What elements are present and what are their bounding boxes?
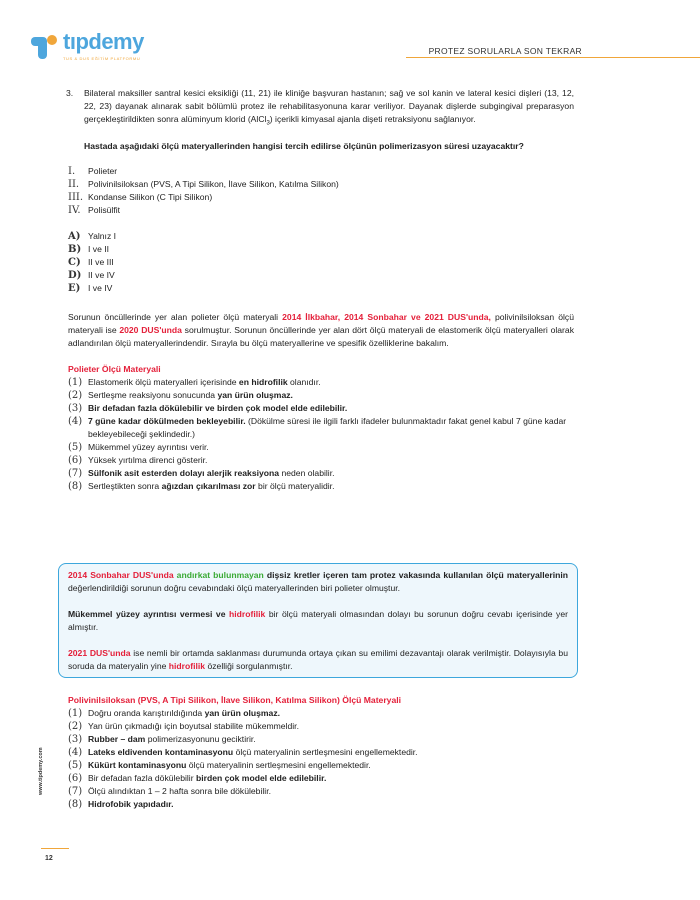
answer-option-d[interactable]	[68, 269, 574, 282]
pvs-item	[68, 785, 574, 798]
polieter-item	[68, 454, 574, 467]
footer-divider	[41, 848, 69, 849]
item-number: (4)	[68, 416, 83, 427]
info-text: değerlendirildiği sorunun doğru cevabındaki ölçü materyallerinden biri polieter olmuştur.	[68, 583, 401, 593]
item-number: (5)	[68, 442, 83, 453]
item-bold: yan ürün oluşmaz.	[217, 390, 293, 400]
item-bold: yan ürün oluşmaz.	[204, 708, 281, 718]
premise-text: Polisülfit	[88, 205, 120, 215]
explanation-text: polivinilsiloksan ölçü materyali ise	[68, 312, 575, 335]
polieter-item	[68, 389, 574, 402]
item-bold: ağızdan çıkarılması zor	[161, 481, 256, 491]
page-content	[68, 87, 574, 493]
item-number: (2)	[68, 390, 83, 401]
option-text: I ve II	[88, 244, 110, 254]
stem-subscript: 3	[266, 120, 270, 127]
info-paragraph-1	[68, 569, 568, 595]
premise-number: IV.	[68, 205, 81, 216]
info-green-highlight: andırkat bulunmayan	[173, 570, 264, 580]
info-paragraph-2	[68, 608, 568, 634]
polieter-item	[68, 415, 574, 441]
question	[68, 87, 574, 295]
pvs-item	[68, 707, 574, 720]
item-bold: Sülfonik asit esterden dolayı alerjik reaksiyona	[88, 468, 280, 478]
polieter-item	[68, 467, 574, 480]
info-text: özelliği sorgulanmıştır.	[205, 661, 293, 671]
pvs-list	[68, 707, 574, 811]
option-letter: E)	[68, 283, 81, 294]
website-url: www.tipdemy.com	[38, 747, 44, 795]
premise-text: Polivinilsiloksan (PVS, A Tipi Silikon, İlave Silikon, Katılma Silikon)	[88, 179, 339, 189]
item-number: (7)	[68, 468, 83, 479]
item-text: Yüksek yırtılma direnci gösterir.	[88, 455, 208, 465]
page-number: 12	[45, 855, 53, 862]
item-text: (Dökülme süresi ile ilgili farklı ifadeler bulunmaktadır fakat genel kabul 7 güne kadar bekleyebileceği şeklindedir.)	[88, 416, 567, 439]
answer-option-a[interactable]	[68, 230, 574, 243]
pvs-item	[68, 720, 574, 733]
premise-number: I.	[68, 166, 76, 177]
item-text: Sertleşme reaksiyonu sonucunda	[88, 390, 218, 400]
header-divider	[406, 57, 700, 58]
item-text: Bir defadan fazla dökülebilir	[88, 773, 196, 783]
pvs-item	[68, 759, 574, 772]
info-box	[58, 563, 578, 678]
item-bold: Lateks eldivenden kontaminasyonu	[88, 747, 234, 757]
item-text: Sertleştikten sonra	[88, 481, 162, 491]
premise-text: Polieter	[88, 166, 118, 176]
info-text: ise nemli bir ortamda saklanması durumunda ortaya çıkan su emilimi dezavantajı olarak verilmiştir. Dolayısıyla bu soruda da materyalin yine	[68, 648, 568, 671]
option-text: Yalnız I	[88, 231, 117, 241]
polieter-item	[68, 480, 574, 493]
item-number: (6)	[68, 455, 83, 466]
info-paragraph-3	[68, 647, 568, 673]
item-number: (8)	[68, 799, 83, 810]
item-number: (5)	[68, 760, 83, 771]
item-number: (6)	[68, 773, 83, 784]
item-bold: en hidrofilik	[238, 377, 288, 387]
explanation-highlight: 2020 DUS'unda	[119, 325, 182, 335]
polieter-list	[68, 376, 574, 493]
item-number: (3)	[68, 403, 83, 414]
explanation-paragraph	[68, 311, 574, 350]
item-bold: Kükürt kontaminasyonu	[88, 760, 187, 770]
explanation-text: sorulmuştur. Sorunun öncüllerinde yer alan dört ölçü materyali de elastomerik ölçü materyalleri olarak adlandırılan ölçü materyallerindendir. Sırayla bu ölçü materyallerine ve spesifik özelliklerine bakalım.	[68, 325, 574, 348]
premise-item	[68, 165, 574, 178]
info-highlight: hidrofilik	[168, 661, 206, 671]
explanation-highlight: 2014 İlkbahar, 2014 Sonbahar ve 2021 DUS'unda,	[282, 312, 491, 322]
pvs-item	[68, 733, 574, 746]
info-highlight: 2014 Sonbahar DUS'unda	[68, 570, 174, 580]
item-text: Yan ürün çıkmadığı için boyutsal stabilite mükemmeldir.	[88, 721, 299, 731]
item-text: Doğru oranda karıştırıldığında	[88, 708, 205, 718]
item-bold: Rubber – dam	[88, 734, 146, 744]
section-title: PROTEZ SORULARLA SON TEKRAR	[428, 46, 582, 56]
premise-number: III.	[68, 192, 84, 203]
option-letter: A)	[68, 231, 81, 242]
item-text: Ölçü alındıktan 1 – 2 hafta sonra bile dökülebilir.	[88, 786, 271, 796]
option-letter: D)	[68, 270, 82, 281]
option-text: II ve III	[88, 257, 114, 267]
question-stem	[84, 87, 574, 126]
item-bold: Hidrofobik yapıdadır.	[88, 799, 174, 809]
premise-number: II.	[68, 179, 80, 190]
polieter-heading: Polieter Ölçü Materyali	[68, 364, 161, 374]
pvs-item	[68, 772, 574, 785]
info-highlight: hidrofilik	[229, 609, 266, 619]
answer-option-c[interactable]	[68, 256, 574, 269]
option-text: II ve IV	[88, 270, 115, 280]
pvs-section	[68, 694, 574, 811]
pvs-item	[68, 798, 574, 811]
item-text: ölçü materyalinin sertleşmesini engellemektedir.	[233, 747, 418, 757]
item-number: (1)	[68, 708, 83, 719]
pvs-item	[68, 746, 574, 759]
answer-option-b[interactable]	[68, 243, 574, 256]
question-number: 3.	[66, 88, 74, 98]
item-number: (7)	[68, 786, 83, 797]
info-bold: dişsiz kretler içeren tam protez vakasında kullanılan ölçü materyallerinin	[263, 570, 568, 580]
polieter-item	[68, 376, 574, 389]
item-bold: birden çok model elde edilebilir.	[195, 773, 327, 783]
logo-mark-icon	[29, 33, 59, 61]
info-highlight: 2021 DUS'unda	[68, 648, 131, 658]
premise-text: Kondanse Silikon (C Tipi Silikon)	[88, 192, 213, 202]
item-bold: 7 güne kadar dökülmeden bekleyebilir.	[88, 416, 246, 426]
question-prompt: Hastada aşağıdaki ölçü materyallerinden hangisi tercih edilirse ölçünün polimerizasyon süresi uzayacaktır?	[84, 141, 524, 151]
polieter-item	[68, 402, 574, 415]
premise-list	[68, 165, 574, 217]
item-number: (1)	[68, 377, 83, 388]
stem-text-2: ) içerikli kimyasal ajanla dişeti retraksiyonu sağlanıyor.	[269, 114, 476, 124]
item-number: (3)	[68, 734, 83, 745]
item-text: bir ölçü materyalidir.	[255, 481, 335, 491]
option-text: I ve IV	[88, 283, 113, 293]
answer-options	[68, 230, 574, 295]
logo	[29, 30, 169, 64]
stem-text-1: Bilateral maksiller santral kesici eksikliği (11, 21) ile kliniğe başvuran hastanın; sağ ve sol kanin ve lateral kesici dişleri (13, 12, 22, 23) dayanak alınarak sabit bölümlü protez ile rehabilitasyonuna karar veriliyor. Dayanak dişlerde subgingival preparasyon gerçekleştirildikten sonra alüminyum klorid (AlCl	[84, 88, 574, 124]
item-bold: Bir defadan fazla dökülebilir ve birden çok model elde edilebilir.	[88, 403, 348, 413]
info-text: bir ölçü materyali olmasından dolayı bu sorunun doğru cevabı içerisinde yer almıştır.	[68, 609, 568, 632]
item-text: olanıdır.	[287, 377, 321, 387]
pvs-heading: Polivinilsiloksan (PVS, A Tipi Silikon, İlave Silikon, Katılma Silikon) Ölçü Materyali	[68, 695, 402, 705]
item-number: (8)	[68, 481, 83, 492]
item-text: Mükemmel yüzey ayrıntısı verir.	[88, 442, 209, 452]
item-text: neden olabilir.	[279, 468, 335, 478]
item-text: ölçü materyalinin sertleşmesini engellemektedir.	[186, 760, 371, 770]
item-number: (2)	[68, 721, 83, 732]
premise-item	[68, 178, 574, 191]
option-letter: C)	[68, 257, 81, 268]
item-number: (4)	[68, 747, 83, 758]
item-text: Elastomerik ölçü materyalleri içerisinde	[88, 377, 239, 387]
info-bold: Mükemmel yüzey ayrıntısı vermesi ve	[68, 609, 230, 619]
premise-item	[68, 204, 574, 217]
explanation-text: Sorunun öncüllerinde yer alan polieter ölçü materyali	[68, 312, 283, 322]
answer-option-e[interactable]	[68, 282, 574, 295]
logo-text: tıpdemy	[63, 29, 144, 54]
logo-subtitle: TUS & DUS EĞİTİM PLATFORMU	[63, 56, 141, 61]
premise-item	[68, 191, 574, 204]
polieter-item	[68, 441, 574, 454]
item-text: polimerizasyonunu geciktirir.	[145, 734, 256, 744]
option-letter: B)	[68, 244, 82, 255]
